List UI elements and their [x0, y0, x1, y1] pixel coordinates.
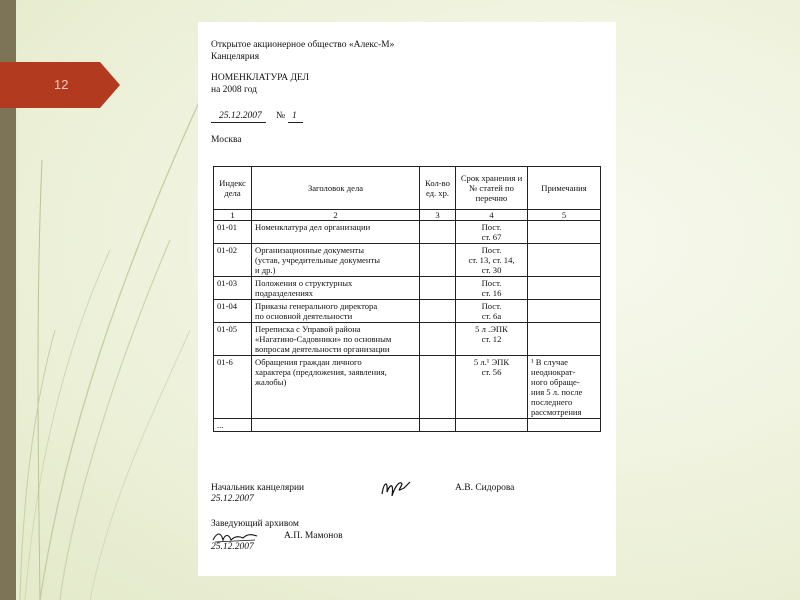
- cell-count: [420, 244, 456, 277]
- table-row: [214, 244, 601, 277]
- cell-note: ¹ В случае неоднократ- ного обраще- ния 5 л. после последнего рассмотрения: [528, 356, 601, 419]
- cell-title: Положения о структурных подразделениях: [252, 277, 420, 300]
- header-count: Кол-во ед. хр.: [420, 167, 456, 210]
- cell-count: [420, 300, 456, 323]
- number-label: №: [276, 111, 286, 121]
- cell-term: Пост. ст. 13, ст. 14, ст. 30: [456, 244, 528, 277]
- cell-term: 5 л .ЭПК ст. 12: [456, 323, 528, 356]
- cell-title: Приказы генерального директора по основной деятельности: [252, 300, 420, 323]
- col-number: 5: [528, 210, 601, 221]
- signer1-name: А.В. Сидорова: [455, 483, 515, 493]
- cell-index: 01-6: [214, 356, 252, 419]
- document-year: на 2008 год: [211, 85, 258, 95]
- table-header-row: [214, 167, 601, 210]
- cell-note: [528, 419, 601, 432]
- cell-term: Пост. ст. 6а: [456, 300, 528, 323]
- table-row: [214, 419, 601, 432]
- cell-note: [528, 277, 601, 300]
- document-city: Москва: [211, 135, 242, 145]
- signature-1: [378, 476, 412, 502]
- header-term: Срок хранения и № статей по перечню: [456, 167, 528, 210]
- cell-count: [420, 277, 456, 300]
- department-name: Канцелярия: [211, 52, 260, 62]
- cell-count: [420, 419, 456, 432]
- signer1-position: Начальник канцелярии: [211, 483, 305, 493]
- table-row: [214, 300, 601, 323]
- nomenclature-table: [213, 166, 601, 432]
- cell-title: Обращения граждан личного характера (предложения, заявления, жалобы): [252, 356, 420, 419]
- col-number: 2: [252, 210, 420, 221]
- cell-index: 01-03: [214, 277, 252, 300]
- cell-index: 01-01: [214, 221, 252, 244]
- organization-name: Открытое акционерное общество «Алекс-М»: [211, 40, 395, 50]
- cell-note: [528, 300, 601, 323]
- cell-count: [420, 221, 456, 244]
- table-row: [214, 323, 601, 356]
- signer2-date: 25.12.2007: [211, 542, 254, 552]
- cell-index: 01-04: [214, 300, 252, 323]
- signer1-date: 25.12.2007: [211, 494, 254, 504]
- document-number: 1: [288, 111, 303, 123]
- col-number: 3: [420, 210, 456, 221]
- signer2-position: Заведующий архивом: [211, 519, 299, 529]
- cell-index: 01-02: [214, 244, 252, 277]
- col-number: 1: [214, 210, 252, 221]
- col-number: 4: [456, 210, 528, 221]
- cell-term: 5 л.¹ ЭПК ст. 56: [456, 356, 528, 419]
- cell-title: Организационные документы (устав, учредительные документы и др.): [252, 244, 420, 277]
- document-title: НОМЕНКЛАТУРА ДЕЛ: [211, 73, 310, 83]
- cell-note: [528, 221, 601, 244]
- document-date: 25.12.2007: [211, 111, 266, 123]
- header-notes: Примечания: [528, 167, 601, 210]
- cell-term: [456, 419, 528, 432]
- table-row: [214, 221, 601, 244]
- header-index: Индекс дела: [214, 167, 252, 210]
- cell-note: [528, 323, 601, 356]
- cell-term: Пост. ст. 67: [456, 221, 528, 244]
- signer2-name: А.П. Мамонов: [284, 531, 343, 541]
- header-title: Заголовок дела: [252, 167, 420, 210]
- cell-count: [420, 356, 456, 419]
- cell-title: [252, 419, 420, 432]
- cell-title: Номенклатура дел организации: [252, 221, 420, 244]
- document-page: [198, 22, 616, 576]
- slide-number: 12: [54, 77, 69, 92]
- cell-term: Пост. ст. 16: [456, 277, 528, 300]
- table-row: [214, 356, 601, 419]
- cell-index: ...: [214, 419, 252, 432]
- cell-title: Переписка с Управой района «Нагатино-Садовники» по основным вопросам деятельности организации: [252, 323, 420, 356]
- cell-index: 01-05: [214, 323, 252, 356]
- cell-count: [420, 323, 456, 356]
- table-row: [214, 277, 601, 300]
- table-column-numbers: [214, 210, 601, 221]
- cell-note: [528, 244, 601, 277]
